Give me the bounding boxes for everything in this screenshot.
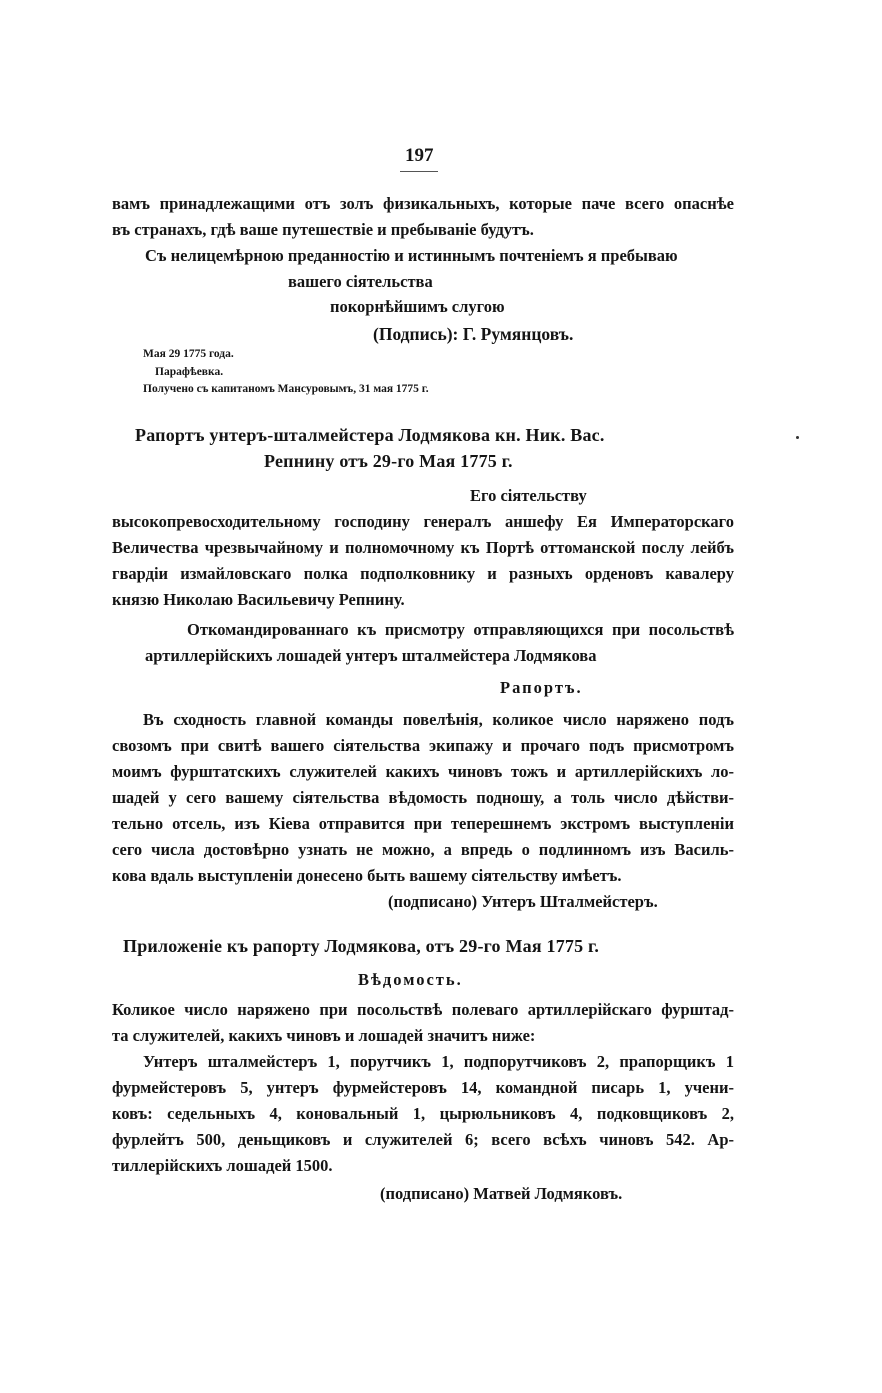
appendix-intro-line-2: та служителей, какихъ чиновъ и лошадей значитъ ниже: (112, 1026, 536, 1045)
margin-mark (796, 436, 799, 439)
report-from-line-2: артиллерійскихъ лошадей унтеръ шталмейстера Лодмякова (145, 646, 597, 665)
report-body-line-7: кова вдаль выступленіи донесено быть вашему сіятельству имѣетъ. (112, 866, 622, 885)
appendix-intro-line-1: Коликое число наряжено при посольствѣ полеваго артиллерійскаго фурштад- (112, 1000, 734, 1019)
letter-place: Парафѣевка. (155, 366, 224, 378)
report-body-line-4: шадей у сего вашему сіятельства вѣдомость подношу, а толь число дѣйстви- (112, 788, 734, 807)
report-label: Рапортъ. (500, 678, 583, 697)
letter-line-1: вамъ принадлежащими отъ золъ физикальныхъ, которые паче всего опаснѣе (112, 194, 734, 213)
report-body-line-6: сего числа достовѣрно узнать не можно, а впредь о подлинномъ изъ Василь- (112, 840, 734, 859)
report-address-0: Его сіятельству (470, 486, 587, 505)
report-signature: (подписано) Унтеръ Шталмейстеръ. (388, 892, 658, 911)
appendix-signature: (подписано) Матвей Лодмяковъ. (380, 1184, 623, 1203)
report-body-line-5: тельно отсель, изъ Кіева отправится при теперешнемъ экстромъ выступленіи (112, 814, 734, 833)
page-number: 197 (405, 145, 434, 166)
report-body-line-2: свозомъ при свитѣ вашего сіятельства экипажу и прочаго подъ присмотромъ (112, 736, 734, 755)
report-address-2: Величества чрезвычайному и полномочному къ Портѣ оттоманской послу лейбъ (112, 538, 734, 557)
letter-received-note: Получено съ капитаномъ Мансуровымъ, 31 мая 1775 г. (143, 383, 429, 395)
appendix-body-line-5: тиллерійскихъ лошадей 1500. (112, 1156, 333, 1175)
appendix-body-line-1: Унтеръ шталмейстеръ 1, порутчикъ 1, подпорутчиковъ 2, прапорщикъ 1 (143, 1052, 734, 1071)
report-from-line-1: Откомандированнаго къ присмотру отправляющихся при посольствѣ (187, 620, 734, 639)
report-title-line-1: Рапортъ унтеръ-шталмейстера Лодмякова кн. Ник. Вас. (135, 425, 605, 445)
letter-date: Мая 29 1775 года. (143, 348, 234, 360)
report-address-1: высокопревосходительному господину генералъ аншефу Ея Императорскаго (112, 512, 734, 531)
report-address-4: князю Николаю Васильевичу Репнину. (112, 590, 405, 609)
letter-line-2: въ странахъ, гдѣ ваше путешествіе и пребываніе будутъ. (112, 220, 534, 239)
report-body-line-3: моимъ фурштатскихъ служителей какихъ чиновъ тожъ и артиллерійскихъ ло- (112, 762, 734, 781)
page-number-rule (400, 171, 438, 172)
report-title-line-2: Репнину отъ 29-го Мая 1775 г. (264, 451, 513, 471)
letter-closing-2: вашего сіятельства (288, 272, 433, 291)
letter-signature: (Подпись): Г. Румянцовъ. (373, 324, 574, 344)
appendix-body-line-4: фурлейтъ 500, деньщиковъ и служителей 6; всего всѣхъ чиновъ 542. Ар- (112, 1130, 734, 1149)
appendix-body-line-2: фурмейстеровъ 5, унтеръ фурмейстеровъ 14, командной писарь 1, учени- (112, 1078, 734, 1097)
appendix-title: Приложеніе къ рапорту Лодмякова, отъ 29-го Мая 1775 г. (123, 936, 600, 956)
report-address-3: гвардіи измайловскаго полка подполковнику и разныхъ орденовъ кавалеру (112, 564, 734, 583)
appendix-body-line-3: ковъ: седельныхъ 4, коновальный 1, цырюльниковъ 4, подковщиковъ 2, (112, 1104, 734, 1123)
letter-closing-3: покорнѣйшимъ слугою (330, 297, 505, 316)
report-body-line-1: Въ сходность главной команды повелѣнія, коликое число наряжено подъ (143, 710, 734, 729)
appendix-label: Вѣдомость. (358, 970, 463, 989)
letter-closing-1: Съ нелицемѣрною преданностію и истиннымъ почтеніемъ я пребываю (145, 246, 678, 265)
